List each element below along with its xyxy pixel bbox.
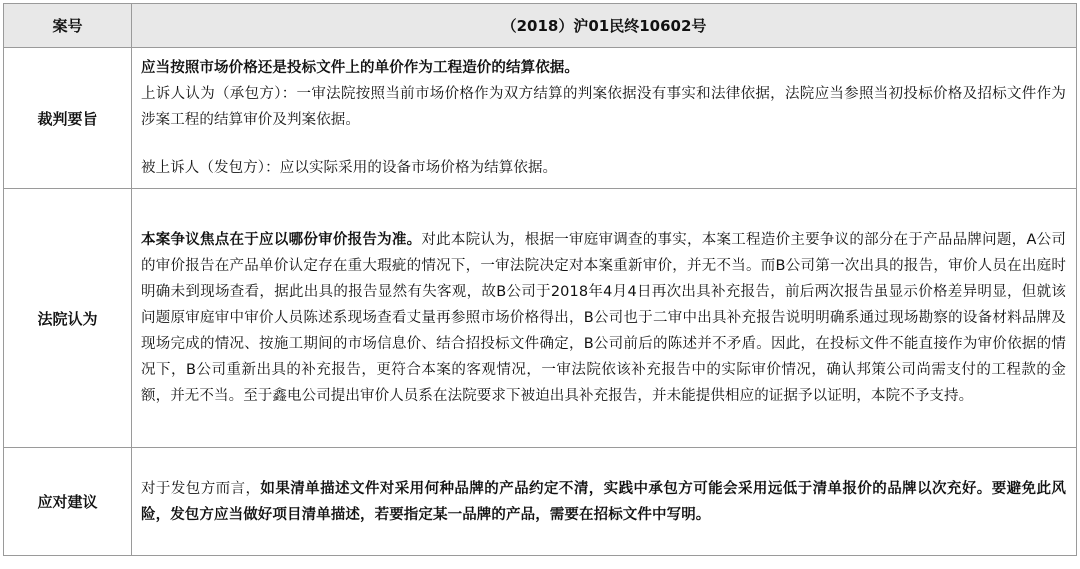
- court-opinion-row: [4, 189, 1077, 448]
- court-opinion-content: [132, 189, 1077, 448]
- court-opinion-label: 法院认为: [4, 189, 132, 448]
- court-opinion-paragraph: [141, 227, 1066, 409]
- ruling-gist-row: [4, 48, 1077, 189]
- case-number-value: （2018）沪01民终10602号: [132, 4, 1077, 48]
- advice-row: [4, 448, 1077, 556]
- appellant-position: 上诉人认为（承包方）：一审法院按照当前市场价格作为双方结算的判案依据没有事实和法律依据，法院应当参照当初投标价格及招标文件作为涉案工程的结算审价及判案依据。: [141, 86, 1066, 128]
- court-opinion-focus: 本案争议焦点在于应以哪份审价报告为准。: [141, 232, 422, 248]
- advice-paragraph: [141, 476, 1066, 528]
- case-number-label: 案号: [4, 4, 132, 48]
- advice-label: 应对建议: [4, 448, 132, 556]
- court-opinion-body: 对此本院认为，根据一审庭审调查的事实，本案工程造价主要争议的部分在于产品品牌问题，A公司的审价报告在产品单价认定存在重大瑕疵的情况下，一审法院决定对本案重新审价，并无不当。而B公司第一次出具的报告，审价人员在出庭时明确未到现场查看，据此出具的报告显然有失客观，故B公司于2018年4月4日再次出具补充报告，前后两次报告虽显示价格差异明显，但就该问题原审庭审中审价人员陈述系现场查看丈量再参照市场价格得出，B公司也于二审中出具补充报告说明明确系通过现场勘察的设备材料品牌及现场完成的情况、按施工期间的市场信息价、结合招投标文件确定，B公司前后的陈述并不矛盾。因此，在投标文件不能直接作为审价依据的情况下，B公司重新出具的补充报告，更符合本案的客观情况，一审法院依该补充报告中的实际审价情况，确认邦策公司尚需支付的工程款的金额，并无不当。至于鑫电公司提出审价人员系在法院要求下被迫出具补充报告，并未能提供相应的证据予以证明，本院不予支持。: [141, 232, 1066, 404]
- advice-lead: 对于发包方而言，: [141, 480, 261, 497]
- ruling-gist-heading: 应当按照市场价格还是投标文件上的单价作为工程造价的结算依据。: [141, 60, 579, 76]
- advice-content: [132, 448, 1077, 556]
- advice-body: 如果清单描述文件对采用何种品牌的产品约定不清，实践中承包方可能会采用远低于清单报价的品牌以次充好。要避免此风险，发包方应当做好项目清单描述，若要指定某一品牌的产品，需要在招标文件中写明。: [141, 480, 1066, 523]
- header-row: [4, 4, 1077, 48]
- appellee-position: 被上诉人（发包方）：应以实际采用的设备市场价格为结算依据。: [141, 160, 558, 176]
- ruling-gist-content: [132, 48, 1077, 189]
- case-summary-table: [3, 3, 1077, 556]
- ruling-gist-label: 裁判要旨: [4, 48, 132, 189]
